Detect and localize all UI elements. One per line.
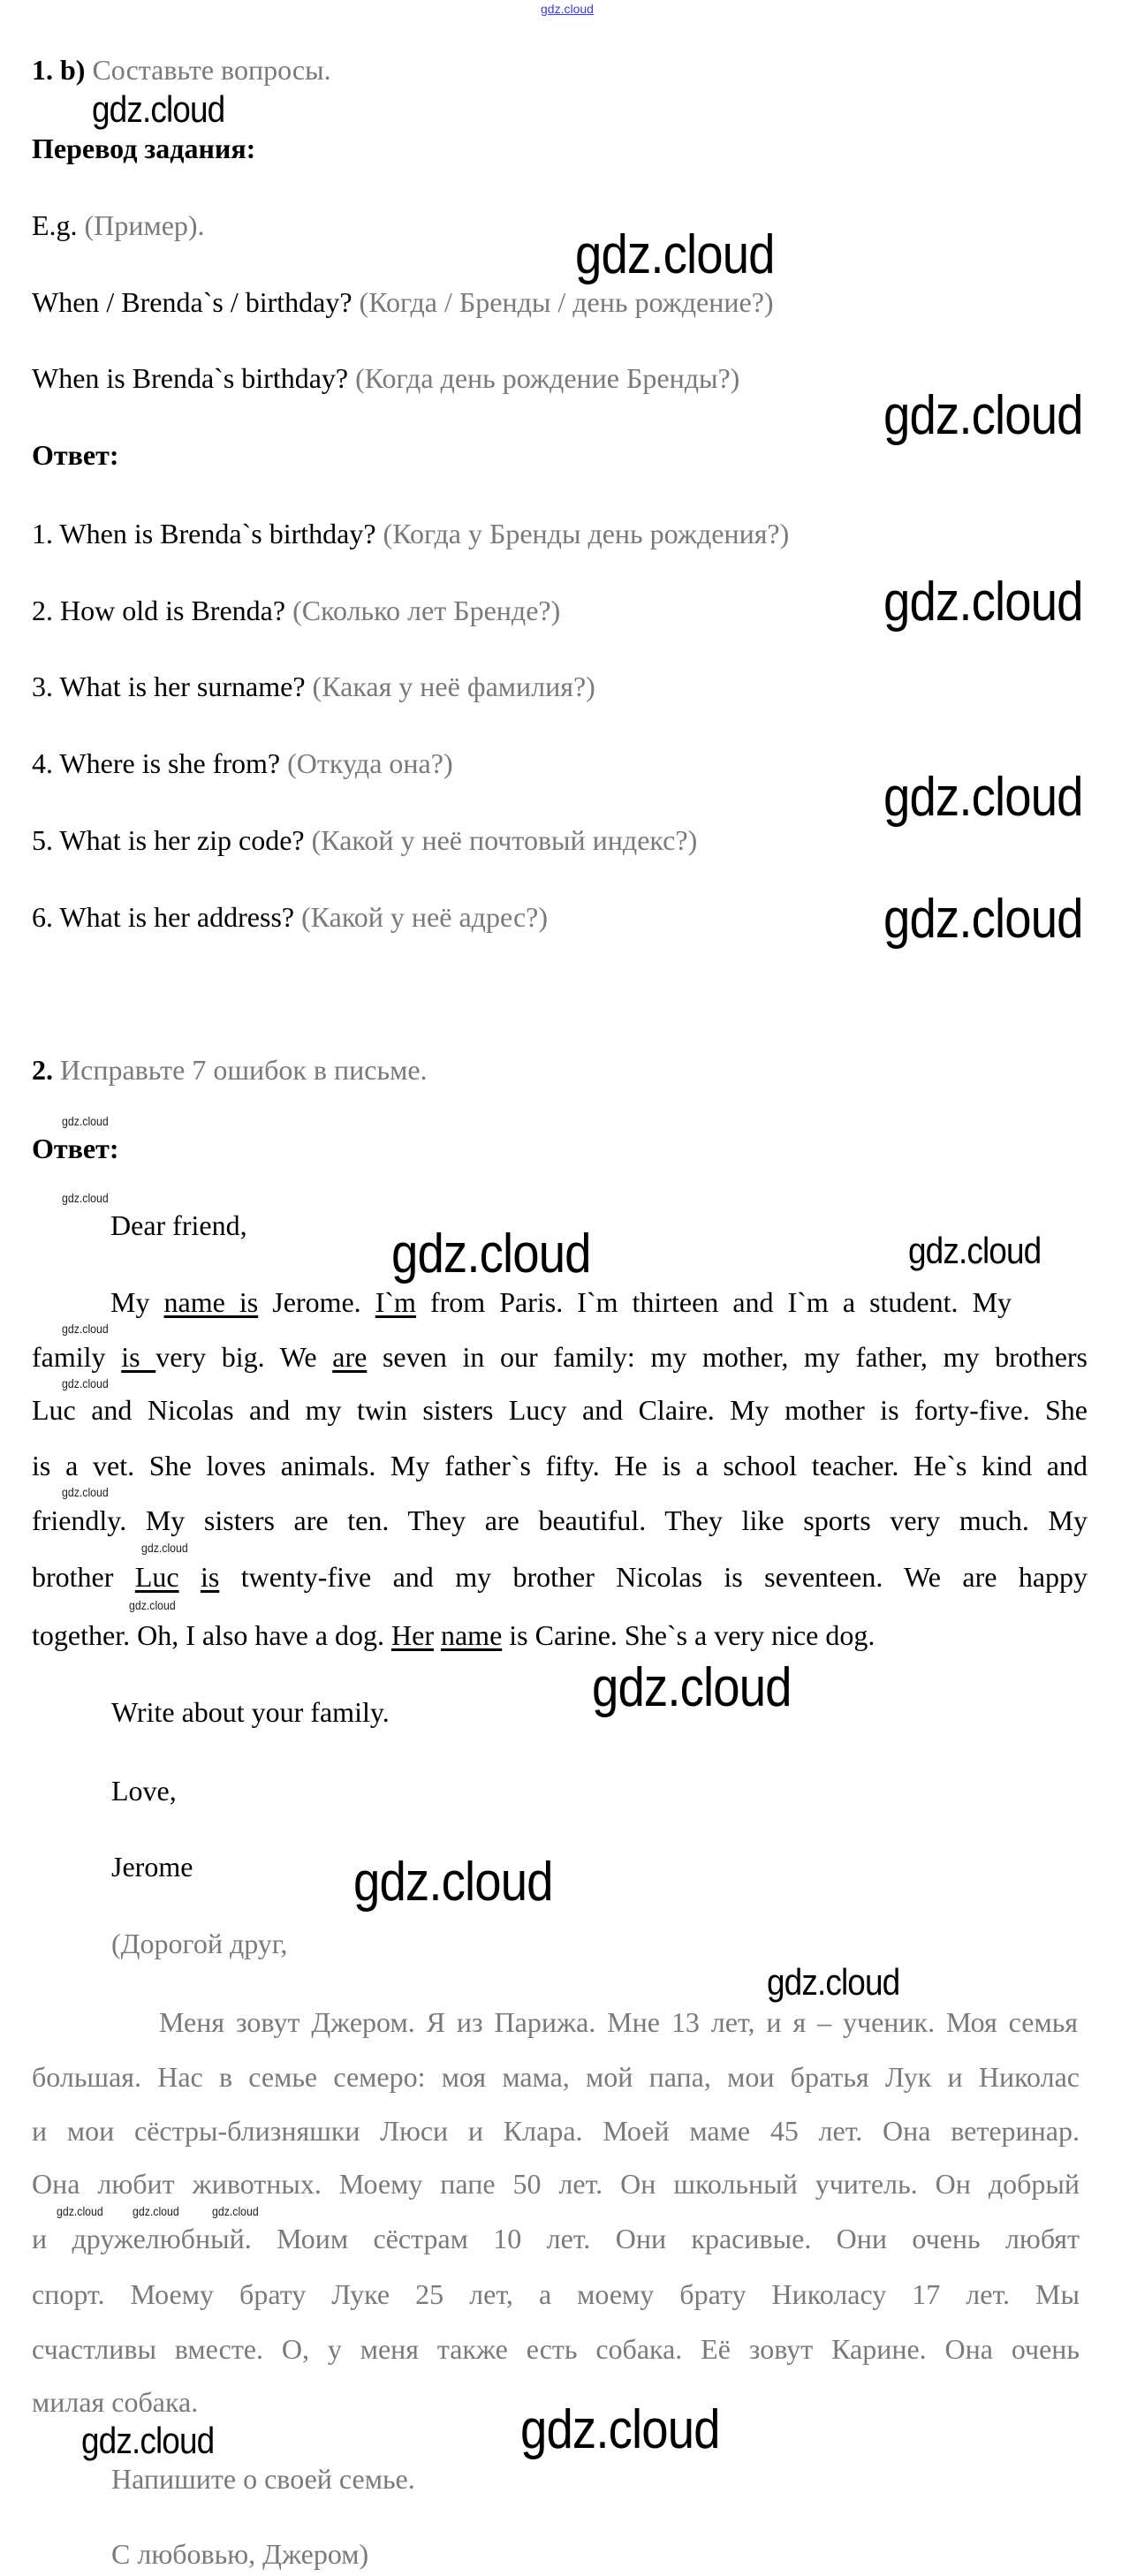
letter-line (32, 1503, 1088, 1538)
watermark: gdz.cloud (129, 1598, 176, 1612)
letter-line (32, 1618, 875, 1653)
answer-item (32, 593, 560, 628)
corrected-word: are (332, 1341, 368, 1373)
letter-line (32, 1392, 1088, 1428)
corrected-word: Her (391, 1619, 434, 1651)
answer-en: 4. Where is she from? (32, 747, 281, 779)
letter-line (110, 1284, 1012, 1320)
example-answer (32, 360, 739, 396)
watermark: gdz.cloud (92, 88, 225, 130)
translation-greeting: (Дорогой друг, (111, 1928, 288, 1959)
letter-text: My (110, 1286, 164, 1318)
letter-line (32, 1339, 1088, 1375)
letter-text: Luc and Nicolas and my twin sisters Lucy and Claire. My mother is forty-five. She (32, 1394, 1088, 1426)
example-answer-en: When is Brenda`s birthday? (32, 362, 349, 394)
letter-line (32, 1448, 1088, 1483)
watermark: gdz.cloud (908, 1230, 1042, 1271)
watermark: gdz.cloud (62, 1114, 109, 1128)
letter-text: very big. We (155, 1341, 333, 1373)
watermark: gdz.cloud (62, 1485, 109, 1499)
watermark: gdz.cloud (62, 1322, 109, 1336)
letter-signature: Jerome (111, 1851, 193, 1883)
task2-number: 2. (32, 1054, 53, 1086)
answer-item (32, 746, 453, 781)
watermark: gdz.cloud (212, 2204, 259, 2218)
watermark: gdz.cloud (391, 1224, 591, 1284)
translation-line: Меня зовут Джером. Я из Парижа. Мне 13 лет, и я – ученик. Моя семья (159, 2006, 1078, 2038)
example-prompt-en: When / Brenda`s / birthday? (32, 286, 352, 318)
translation-line: счастливы вместе. О, у меня также есть собака. Её зовут Карине. Она очень (32, 2333, 1080, 2365)
answer-ru: (Сколько лет Бренде?) (292, 595, 561, 626)
answer-ru: (Какая у неё фамилия?) (312, 671, 595, 702)
watermark: gdz.cloud (57, 2204, 103, 2218)
task1-translation-heading: Перевод задания: (32, 133, 256, 164)
letter-line (32, 1559, 1088, 1595)
letter-text: Jerome. (258, 1286, 375, 1318)
letter-text: is Carine. She`s a very nice dog. (502, 1619, 875, 1651)
answer-en: 5. What is her zip code? (32, 824, 305, 856)
corrected-word: is (121, 1341, 156, 1373)
example-label (32, 208, 205, 243)
letter-text: is a vet. She loves animals. My father`s fifty. He is a school teacher. He`s kind and (32, 1450, 1088, 1481)
answer-ru: (Когда у Бренды день рождения?) (383, 518, 790, 549)
task2-answer-heading: Ответ: (32, 1133, 119, 1164)
answer-ru: (Откуда она?) (287, 747, 453, 779)
task1-heading (32, 52, 331, 87)
letter-text: family (32, 1341, 122, 1373)
translation-line: спорт. Моему брату Луке 25 лет, а моему брату Николасу 17 лет. Мы (32, 2278, 1080, 2310)
letter-text: seven in our family: my mother, my father, my brothers (367, 1341, 1088, 1373)
answer-item (32, 516, 789, 551)
answer-item (32, 822, 697, 858)
watermark: gdz.cloud (883, 889, 1083, 950)
letter-text: twenty-five and my brother Nicolas is seventeen. We are happy (219, 1561, 1088, 1593)
answer-en: 2. How old is Brenda? (32, 595, 286, 626)
translation-line: и дружелюбный. Моим сёстрам 10 лет. Они красивые. Они очень любят (32, 2223, 1080, 2254)
watermark: gdz.cloud (767, 1961, 900, 2003)
watermark: gdz.cloud (575, 224, 775, 285)
answer-ru: (Какой у неё почтовый индекс?) (311, 824, 698, 856)
answer-en: 3. What is her surname? (32, 671, 306, 702)
translation-line: и мои сёстры-близняшки Люси и Клара. Моей маме 45 лет. Она ветеринар. (32, 2115, 1080, 2147)
letter-text (179, 1561, 201, 1593)
letter-greeting: Dear friend, (110, 1209, 247, 1241)
watermark: gdz.cloud (62, 1376, 109, 1390)
letter-text: from Paris. I`m thirteen and I`m a student. My (415, 1286, 1012, 1318)
translation-signoff: С любовью, Джером) (111, 2538, 369, 2570)
watermark: gdz.cloud (520, 2399, 720, 2460)
example-label-en: E.g. (32, 209, 78, 241)
letter-text: friendly. My sisters are ten. They are beautiful. They like sports very much. My (32, 1504, 1088, 1536)
letter-closing-request: Write about your family. (111, 1696, 390, 1728)
watermark: gdz.cloud (883, 767, 1083, 828)
task1-number: 1. b) (32, 54, 86, 86)
translation-line: большая. Нас в семье семеро: моя мама, мой папа, мои братья Лук и Николас (32, 2061, 1080, 2093)
watermark: gdz.cloud (353, 1852, 553, 1913)
example-answer-ru: (Когда день рождение Бренды?) (355, 362, 740, 394)
translation-line: Она любит животных. Моему папе 50 лет. Он школьный учитель. Он добрый (32, 2168, 1080, 2200)
corrected-word: is (200, 1561, 220, 1593)
header-site-link[interactable]: gdz.cloud (541, 2, 594, 16)
watermark: gdz.cloud (62, 1191, 109, 1205)
watermark: gdz.cloud (883, 572, 1083, 633)
watermark: gdz.cloud (81, 2420, 215, 2461)
example-label-ru: (Пример). (84, 209, 205, 241)
corrected-word: I`m (375, 1286, 416, 1318)
watermark: gdz.cloud (592, 1657, 792, 1718)
watermark: gdz.cloud (133, 2204, 179, 2218)
example-prompt (32, 284, 774, 320)
answer-ru: (Какой у неё адрес?) (301, 901, 548, 933)
task1-answer-heading: Ответ: (32, 439, 119, 471)
letter-text: together. Oh, I also have a dog. (32, 1619, 391, 1651)
example-prompt-ru: (Когда / Бренды / день рождение?) (359, 286, 774, 318)
corrected-word: name (440, 1619, 503, 1651)
letter-text (434, 1619, 441, 1651)
watermark: gdz.cloud (141, 1541, 188, 1555)
translation-request: Напишите о своей семье. (111, 2463, 415, 2495)
answer-en: 6. What is her address? (32, 901, 295, 933)
corrected-word: Luc (134, 1561, 179, 1593)
letter-text: brother (32, 1561, 135, 1593)
watermark: gdz.cloud (883, 385, 1083, 446)
answer-item (32, 899, 548, 935)
answer-en: 1. When is Brenda`s birthday? (32, 518, 376, 549)
task1-title: Составьте вопросы. (92, 54, 331, 86)
translation-line: милая собака. (32, 2386, 199, 2418)
task2-heading (32, 1052, 428, 1087)
letter-sign-off: Love, (111, 1775, 177, 1807)
corrected-word: name is (163, 1286, 259, 1318)
answer-item (32, 669, 595, 704)
task2-title: Исправьте 7 ошибок в письме. (60, 1054, 428, 1086)
